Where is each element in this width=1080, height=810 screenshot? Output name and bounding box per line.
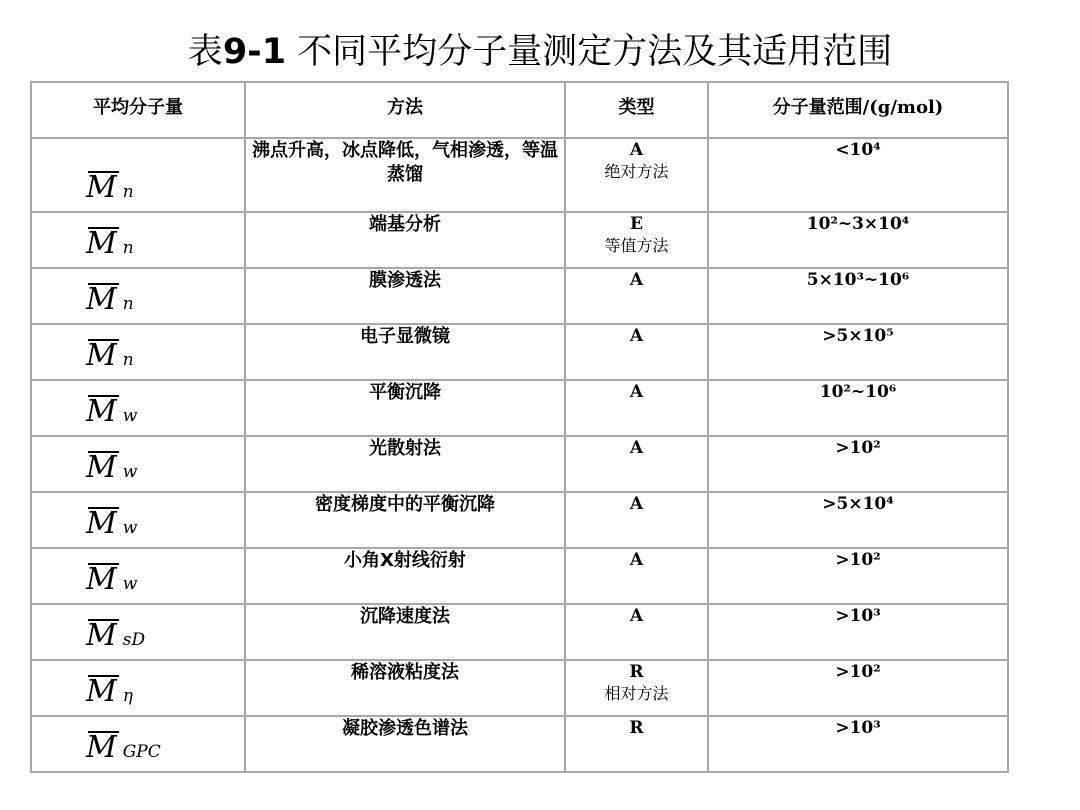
symbol-subscript: GPC [122, 742, 161, 762]
table-row [31, 324, 1008, 380]
molecular-weight-symbol [86, 171, 134, 205]
average-molecular-weight-cell [31, 604, 245, 660]
range-cell: <10⁴ [708, 138, 1008, 212]
symbol-subscript: n [122, 294, 134, 314]
molecular-weight-symbol [86, 283, 134, 317]
table-row [31, 660, 1008, 716]
method-cell: 电子显微镜 [245, 324, 565, 380]
symbol-letter: M [86, 674, 117, 709]
range-cell: >10³ [708, 716, 1008, 772]
average-molecular-weight-cell [31, 716, 245, 772]
page-title [0, 30, 1080, 74]
method-cell: 光散射法 [245, 436, 565, 492]
type-cell [565, 492, 708, 548]
average-molecular-weight-cell [31, 492, 245, 548]
average-molecular-weight-cell [31, 548, 245, 604]
average-molecular-weight-cell [31, 268, 245, 324]
molecular-weight-symbol [86, 563, 137, 597]
molecular-weight-symbol [86, 675, 133, 709]
type-description: 相对方法 [604, 684, 669, 703]
molecular-weight-symbol [86, 395, 137, 429]
table-row [31, 716, 1008, 772]
type-cell [565, 324, 708, 380]
type-cell [565, 604, 708, 660]
type-code: A [629, 494, 644, 514]
method-cell: 平衡沉降 [245, 380, 565, 436]
average-molecular-weight-cell [31, 660, 245, 716]
symbol-letter: M [86, 170, 117, 205]
method-cell: 稀溶液粘度法 [245, 660, 565, 716]
header-molecular-weight-range [708, 82, 1008, 138]
symbol-subscript: w [122, 406, 138, 426]
table-row [31, 436, 1008, 492]
molecular-weight-symbol [86, 227, 134, 261]
range-cell: >5×10⁴ [708, 492, 1008, 548]
table-row [31, 268, 1008, 324]
type-code: A [629, 382, 644, 402]
symbol-letter: M [86, 338, 117, 373]
type-cell [565, 268, 708, 324]
method-cell: 沸点升高，冰点降低，气相渗透，等温蒸馏 [245, 138, 565, 212]
type-cell [565, 138, 708, 212]
method-cell: 膜渗透法 [245, 268, 565, 324]
symbol-letter: M [86, 226, 117, 261]
type-code: R [629, 662, 644, 682]
type-code: A [629, 270, 644, 290]
method-cell: 凝胶渗透色谱法 [245, 716, 565, 772]
type-cell [565, 380, 708, 436]
type-code: A [629, 326, 644, 346]
molecular-weight-table [30, 81, 1009, 773]
header-average-molecular-weight: 平均分子量 [31, 82, 245, 138]
molecular-weight-symbol [86, 507, 137, 541]
symbol-letter: M [86, 450, 117, 485]
range-cell: >10² [708, 548, 1008, 604]
title-prefix: 表 [187, 32, 223, 72]
type-cell [565, 660, 708, 716]
title-number: 9-1 [222, 32, 287, 72]
table-row [31, 212, 1008, 268]
type-cell [565, 212, 708, 268]
average-molecular-weight-cell [31, 212, 245, 268]
type-description: 等值方法 [604, 236, 669, 255]
type-code: E [630, 214, 643, 234]
symbol-subscript: sD [122, 630, 146, 650]
symbol-subscript: w [122, 518, 138, 538]
type-code: A [629, 140, 644, 160]
molecular-weight-symbol [86, 339, 134, 373]
symbol-subscript: η [122, 686, 133, 706]
type-description: 绝对方法 [604, 162, 669, 181]
method-cell: 端基分析 [245, 212, 565, 268]
symbol-letter: M [86, 562, 117, 597]
type-cell [565, 716, 708, 772]
type-cell [565, 436, 708, 492]
header-type: 类型 [565, 82, 708, 138]
molecular-weight-symbol [86, 619, 145, 653]
type-code: A [629, 606, 644, 626]
table-row [31, 548, 1008, 604]
range-cell: 10²~10⁶ [708, 380, 1008, 436]
average-molecular-weight-cell [31, 138, 245, 212]
title-text: 不同平均分子量测定方法及其适用范围 [286, 32, 893, 72]
method-cell: 小角X射线衍射 [245, 548, 565, 604]
method-cell: 沉降速度法 [245, 604, 565, 660]
average-molecular-weight-cell [31, 380, 245, 436]
range-cell: 5×10³~10⁶ [708, 268, 1008, 324]
average-molecular-weight-cell [31, 324, 245, 380]
type-code: A [629, 550, 644, 570]
symbol-letter: M [86, 730, 117, 765]
type-code: R [629, 718, 644, 738]
header-range-label: 分子量范围 [772, 97, 863, 118]
table-row [31, 380, 1008, 436]
symbol-subscript: n [122, 182, 134, 202]
range-cell: >10³ [708, 604, 1008, 660]
symbol-subscript: n [122, 238, 134, 258]
method-cell: 密度梯度中的平衡沉降 [245, 492, 565, 548]
range-cell: 10²~3×10⁴ [708, 212, 1008, 268]
table-row [31, 604, 1008, 660]
header-method: 方法 [245, 82, 565, 138]
symbol-subscript: n [122, 350, 134, 370]
average-molecular-weight-cell [31, 436, 245, 492]
symbol-subscript: w [122, 462, 138, 482]
range-cell: >10² [708, 436, 1008, 492]
symbol-letter: M [86, 282, 117, 317]
table-header-row [31, 82, 1008, 138]
symbol-letter: M [86, 506, 117, 541]
type-code: A [629, 438, 644, 458]
symbol-subscript: w [122, 574, 138, 594]
table-row [31, 138, 1008, 212]
type-cell [565, 548, 708, 604]
range-cell: >5×10⁵ [708, 324, 1008, 380]
header-range-unit: /(g/mol) [862, 97, 944, 118]
molecular-weight-symbol [86, 451, 137, 485]
table-row [31, 492, 1008, 548]
symbol-letter: M [86, 394, 117, 429]
molecular-weight-symbol [86, 731, 161, 765]
range-cell: >10² [708, 660, 1008, 716]
symbol-letter: M [86, 618, 117, 653]
